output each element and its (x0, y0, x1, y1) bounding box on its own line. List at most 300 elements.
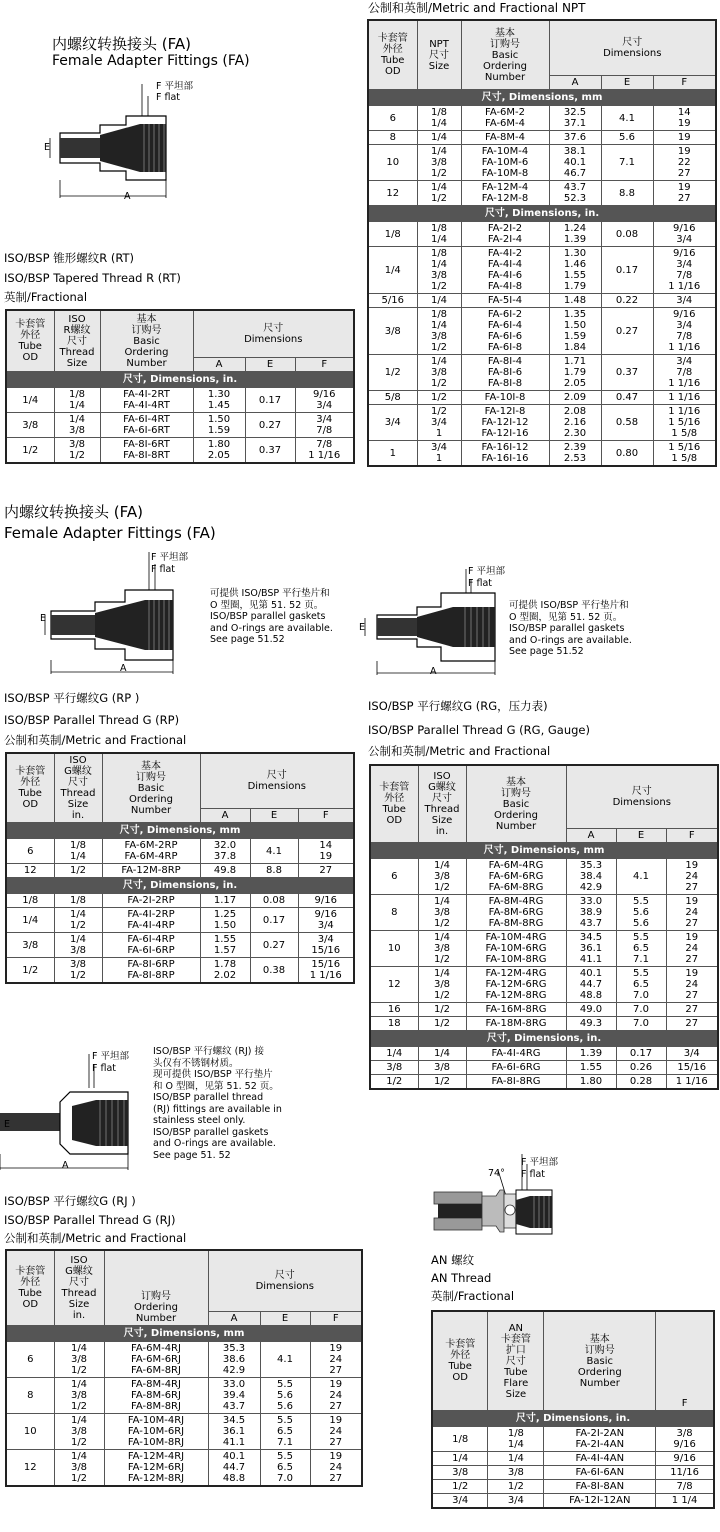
npt-head-order (461, 20, 549, 90)
cell-dim-a (208, 1378, 260, 1414)
cell-dim-a-line: 40.1 (222, 1451, 246, 1462)
cell-ordering-number-line: FA-6M-8RG (488, 882, 544, 893)
cell-ordering-number-line: FA-6I-8 (487, 342, 523, 353)
cell-dim-e-line: 5.5 (633, 896, 649, 907)
cell-ordering-number-line: FA-6M-6RG (488, 871, 544, 882)
cell-dim-f-line: 1 1/16 (668, 406, 701, 417)
cell-dim-a-line: 49.3 (579, 1018, 603, 1029)
npt-head-a: A (549, 76, 601, 90)
cell-dim-f-line: 24 (685, 871, 699, 882)
cell-tube-od: 3/8 (368, 308, 417, 355)
cell-ordering-number-line: FA-10M-6RG (485, 943, 547, 954)
cell-tube-od: 1/4 (370, 1047, 418, 1061)
cell-thread-size (417, 391, 461, 405)
text-line: ISO/BSP parallel gaskets (153, 1126, 269, 1138)
cell-dim-f-line: 19 (329, 1379, 343, 1390)
text-line: 尺寸 (263, 323, 284, 334)
cell-ordering-number (102, 894, 200, 908)
text-line: R螺纹 (63, 324, 91, 336)
cell-dim-f-line: 3/4 (676, 356, 693, 367)
cell-dim-f (653, 294, 716, 308)
cell-ordering-number-line: FA-6M-6RJ (131, 1354, 181, 1365)
cell-dim-e: 0.17 (601, 247, 653, 294)
fa2-flat-cn: F 平坦部 (151, 552, 188, 563)
rp-head-f: F (298, 809, 354, 823)
rj-head-od (6, 1250, 54, 1326)
cell-dim-f-line: 3/8 (676, 1428, 693, 1439)
rg-body-mm (370, 843, 718, 1031)
cell-thread-size (54, 1378, 104, 1414)
cell-dim-a-line: 1.50 (563, 320, 587, 331)
rt-line2: ISO/BSP Tapered Thread R (RT) (4, 271, 181, 285)
cell-dim-e: 7.1 (601, 145, 653, 181)
table-row (368, 106, 716, 131)
cell-dim-f (310, 1450, 362, 1487)
table-row (368, 405, 716, 441)
text-line: O 型圈，见第 51. 52 页。 (509, 611, 623, 623)
cell-dim-e (260, 1414, 310, 1450)
cell-dim-a-line: 37.8 (213, 851, 237, 862)
text-line: 外径 (382, 44, 403, 55)
text-line: 基本 (589, 1333, 610, 1345)
cell-thread-size-line: 3/8 (430, 270, 448, 281)
cell-ordering-number (461, 131, 549, 145)
text-line: 卡套管 (15, 766, 46, 777)
unit-row: 尺寸, Dimensions, in. (6, 372, 354, 388)
cell-dim-f-line: 27 (685, 918, 699, 929)
text-line: 可提供 ISO/BSP 平行垫片和 (509, 600, 629, 611)
table-row (6, 438, 354, 464)
cell-dim-f-line: 1 1/16 (308, 450, 341, 461)
cell-tube-od: 8 (368, 131, 417, 145)
cell-ordering-number (461, 145, 549, 181)
fa1-drawing (40, 80, 210, 205)
cell-dim-e-line: 7.0 (277, 1473, 293, 1484)
cell-ordering-number-line: FA-8M-6RG (488, 907, 544, 918)
cell-tube-od: 1/2 (432, 1480, 488, 1494)
cell-dim-e (616, 1061, 666, 1075)
table-row (6, 894, 354, 908)
cell-dim-e: 0.37 (601, 355, 653, 391)
cell-dim-f-line: 9/16 (314, 895, 337, 906)
cell-dim-a-line: 46.7 (563, 168, 587, 179)
text-line: Thread (424, 804, 460, 815)
cell-thread-size (418, 931, 466, 967)
rg-head-order (466, 765, 566, 843)
cell-thread-size-line: 1/4 (70, 1415, 88, 1426)
cell-dim-f (653, 181, 716, 206)
text-line: 基本 (506, 776, 526, 788)
cell-ordering-number-line: FA-8M-8RG (488, 918, 544, 929)
cell-ordering-number-line: FA-8I-8RG (491, 1076, 541, 1087)
cell-dim-f-line: 1 5/16 (668, 442, 701, 453)
cell-thread-size (417, 355, 461, 391)
cell-dim-f (653, 355, 716, 391)
text-line: Ordering (129, 793, 173, 805)
text-line: 订购号 (131, 324, 162, 336)
text-line: 订购号 (584, 1344, 615, 1356)
cell-ordering-number-line: FA-10M-4RG (485, 932, 547, 943)
cell-dim-f (653, 106, 716, 131)
cell-ordering-number-line: FA-6M-4 (484, 118, 526, 129)
rg-table (369, 764, 719, 1090)
cell-dim-e (616, 1047, 666, 1061)
cell-thread-size-line: 1/2 (70, 1473, 88, 1484)
unit-row: 尺寸, Dimensions, mm (6, 1326, 362, 1342)
text-line: See page 51.52 (210, 634, 285, 645)
cell-ordering-number-line: FA-6I-4RP (127, 934, 175, 945)
cell-dim-f-line: 9/16 (314, 909, 337, 920)
cell-thread-size-line: 3/8 (507, 1467, 524, 1478)
text-line: ISO (70, 1255, 88, 1266)
cell-thread-size-line: 3/8 (430, 157, 448, 168)
cell-dim-f-line: 27 (677, 168, 691, 179)
cell-dim-a-line: 2.39 (563, 442, 587, 453)
text-line: (RJ) fittings are available in (153, 1103, 282, 1115)
cell-thread-size-line: 1/4 (68, 400, 86, 411)
cell-tube-od: 12 (6, 1450, 54, 1487)
cell-dim-f-line: 3/4 (316, 400, 333, 411)
cell-dim-e (260, 1342, 310, 1378)
cell-ordering-number-line: FA-8I-8AN (575, 1481, 625, 1492)
text-line: 现可提供 ISO/BSP 平行垫片 (153, 1069, 273, 1080)
cell-ordering-number (466, 967, 566, 1003)
cell-tube-od: 1/2 (6, 438, 54, 464)
table-row (432, 1466, 714, 1480)
cell-thread-size-line: 1/8 (69, 840, 87, 851)
table-row (6, 1414, 362, 1450)
cell-dim-a (566, 895, 616, 931)
text-line: Size (505, 1388, 527, 1400)
cell-dim-a-line: 1.35 (563, 309, 587, 320)
cell-ordering-number (544, 1480, 656, 1494)
cell-dim-f-line: 24 (685, 907, 699, 918)
cell-dim-a-line: 37.1 (563, 118, 587, 129)
cell-dim-f-line: 3/4 (317, 920, 334, 931)
cell-dim-a-line: 1.45 (207, 400, 231, 411)
an-head-f: F (656, 1311, 714, 1411)
cell-ordering-number-line: FA-8M-4RJ (131, 1379, 181, 1390)
cell-ordering-number (104, 1378, 208, 1414)
text-line: Ordering (134, 1302, 178, 1313)
cell-thread-size-line: 1/2 (70, 1365, 88, 1376)
cell-dim-a (566, 967, 616, 1003)
rj-label-e: E (4, 1119, 11, 1130)
text-line: 基本 (136, 313, 157, 325)
cell-dim-f (295, 388, 354, 413)
npt-head-e: E (601, 76, 653, 90)
cell-thread-size-line: 1/4 (433, 896, 451, 907)
cell-ordering-number (102, 908, 200, 933)
text-line: Number (126, 357, 167, 369)
cell-thread-size-line: 1/8 (69, 895, 87, 906)
rg-head-od (370, 765, 418, 843)
cell-ordering-number (461, 308, 549, 355)
cell-ordering-number-line: FA-6I-2 (487, 309, 523, 320)
cell-dim-a-line: 49.8 (213, 865, 237, 876)
cell-dim-a-line: 37.6 (563, 132, 587, 143)
text-line: Thread (61, 1288, 97, 1299)
cell-dim-f-line: 27 (685, 990, 699, 1001)
cell-thread-size (418, 1075, 466, 1090)
rg-line3: 公制和英制/Metric and Fractional (368, 744, 551, 758)
text-line: NPT (429, 38, 449, 50)
cell-dim-f (295, 413, 354, 438)
cell-dim-f (656, 1452, 714, 1466)
table-row (6, 413, 354, 438)
cell-dim-f (653, 405, 716, 441)
cell-dim-f-line: 3/4 (683, 1048, 700, 1059)
cell-dim-f (653, 131, 716, 145)
cell-tube-od: 6 (6, 839, 54, 864)
cell-ordering-number (461, 355, 549, 391)
cell-dim-e-line: 5.6 (633, 907, 649, 918)
cell-dim-f-line: 24 (329, 1354, 343, 1365)
fa2-label-a: A (120, 663, 127, 674)
cell-thread-size-line: 1/4 (430, 132, 448, 143)
cell-thread-size (417, 181, 461, 206)
cell-dim-f (653, 222, 716, 247)
cell-dim-e-line: 0.17 (629, 1048, 653, 1059)
cell-ordering-number (544, 1452, 656, 1466)
text-line: Size (68, 1299, 90, 1310)
cell-dim-a-line: 1.78 (213, 959, 237, 970)
text-line: Size (431, 815, 453, 826)
cell-dim-a-line: 1.79 (563, 367, 587, 378)
cell-ordering-number (102, 839, 200, 864)
cell-ordering-number-line: FA-8M-6RJ (131, 1390, 181, 1401)
cell-dim-e-line: 6.5 (633, 979, 649, 990)
table-row (6, 1342, 362, 1378)
cell-tube-od: 1/2 (370, 1075, 418, 1090)
cell-thread-size-line: 1/4 (430, 259, 448, 270)
cell-thread-size (417, 106, 461, 131)
table-row (368, 441, 716, 467)
text-line: 卡套管 (15, 1266, 46, 1277)
cell-dim-f (310, 1378, 362, 1414)
cell-dim-a-line: 33.0 (222, 1379, 246, 1390)
cell-thread-size-line: 1/4 (69, 909, 87, 920)
text-line: 头仅有不锈钢材质。 (153, 1057, 239, 1069)
cell-tube-od: 1/4 (368, 247, 417, 294)
cell-ordering-number-line: FA-6M-2 (484, 107, 526, 118)
cell-ordering-number-line: FA-6I-6AN (575, 1467, 625, 1478)
cell-dim-a-line: 1.79 (563, 281, 587, 292)
cell-thread-size (417, 308, 461, 355)
cell-tube-od: 12 (370, 967, 418, 1003)
cell-dim-a (200, 933, 250, 958)
npt-caption: 公制和英制/Metric and Fractional NPT (368, 1, 586, 15)
npt-body-mm (368, 90, 716, 206)
fa2-title-en: Female Adapter Fittings (FA) (4, 524, 216, 542)
cell-dim-a (549, 405, 601, 441)
an-body (432, 1411, 714, 1509)
rp-head-e: E (250, 809, 298, 823)
cell-dim-f-line: 19 (685, 896, 699, 907)
cell-thread-size-line: 1/2 (430, 193, 448, 204)
cell-ordering-number-line: FA-2I-2 (487, 223, 523, 234)
cell-dim-a-line: 38.4 (579, 871, 603, 882)
cell-dim-f-line: 24 (685, 979, 699, 990)
cell-ordering-number-line: FA-10M-8RG (485, 954, 547, 965)
rg-head-thread (418, 765, 466, 843)
rj-body (6, 1326, 362, 1487)
cell-thread-size (54, 894, 102, 908)
cell-ordering-number (102, 933, 200, 958)
text-line: 基本 (495, 27, 515, 39)
cell-ordering-number-line: FA-8I-4 (487, 356, 523, 367)
text-line: 卡套管 (445, 1339, 476, 1350)
rg-line1: ISO/BSP 平行螺纹G (RG，压力表) (368, 699, 548, 713)
cell-dim-a-line: 1.30 (207, 389, 231, 400)
cell-dim-f-line: 19 (677, 132, 691, 143)
cell-tube-od: 3/8 (6, 933, 54, 958)
cell-dim-a-line: 1.55 (213, 934, 237, 945)
cell-dim-f (653, 145, 716, 181)
cell-thread-size (417, 247, 461, 294)
cell-ordering-number-line: FA-16M-8RG (485, 1004, 547, 1015)
text-line: Ordering (124, 346, 169, 358)
cell-thread-size-line: 3/8 (69, 945, 87, 956)
cell-dim-e: 4.1 (601, 106, 653, 131)
cell-dim-a-line: 2.02 (213, 970, 237, 981)
cell-dim-f-line: 7/8 (316, 425, 333, 436)
text-line: 尺寸 (67, 335, 87, 347)
cell-tube-od: 3/8 (6, 413, 54, 438)
text-line: 外径 (20, 777, 41, 788)
cell-ordering-number-line: FA-12I-12 (481, 417, 529, 428)
text-line: Ordering (577, 1366, 622, 1378)
cell-dim-e-line: 7.0 (633, 1018, 649, 1029)
text-line: OD (22, 1299, 39, 1310)
text-line: 扩口 (505, 1344, 526, 1356)
cell-dim-f-line: 27 (319, 865, 333, 876)
an-line1: AN 螺纹 (431, 1253, 475, 1267)
cell-dim-f (666, 1061, 718, 1075)
cell-dim-a-line: 39.4 (222, 1390, 246, 1401)
cell-thread-size-line: 1/8 (430, 107, 448, 118)
cell-ordering-number (466, 895, 566, 931)
cell-dim-a-line: 1.59 (563, 331, 587, 342)
cell-dim-a-line: 35.3 (222, 1343, 246, 1354)
cell-ordering-number-line: FA-12I-16 (481, 428, 529, 439)
rt-head-e: E (245, 358, 295, 372)
cell-dim-a-line: 42.9 (222, 1365, 246, 1376)
cell-dim-f-line: 15/16 (311, 959, 341, 970)
text-line: Thread (60, 788, 96, 799)
cell-dim-a-line: 1.59 (207, 425, 231, 436)
cell-dim-f (653, 441, 716, 467)
cell-ordering-number-line: FA-6M-4RJ (131, 1343, 181, 1354)
cell-dim-e-line: 7.0 (633, 1004, 649, 1015)
cell-dim-f-line: 7/8 (676, 331, 693, 342)
cell-dim-f-line: 1 1/16 (309, 970, 342, 981)
text-line: See page 51.52 (509, 646, 584, 657)
cell-dim-a (193, 413, 245, 438)
text-line: Number (130, 804, 172, 816)
text-line: G螺纹 (428, 782, 456, 793)
text-line: and O-rings are available. (210, 622, 333, 634)
cell-dim-a (208, 1342, 260, 1378)
an-line3: 英制/Fractional (431, 1289, 515, 1303)
cell-tube-od: 16 (370, 1003, 418, 1017)
cell-dim-e-line: 5.6 (277, 1390, 293, 1401)
cell-dim-a-line: 1.57 (213, 945, 237, 956)
cell-dim-f (666, 895, 718, 931)
cell-thread-size-line: 3/8 (430, 367, 448, 378)
cell-dim-f-line: 1 5/16 (668, 417, 701, 428)
text-line: ISO/BSP parallel thread (153, 1092, 264, 1103)
cell-dim-a-line: 38.9 (579, 907, 603, 918)
unit-row: 尺寸, Dimensions, in. (432, 1411, 714, 1427)
cell-thread-size-line: 1/4 (70, 1379, 88, 1390)
table-row (370, 1003, 718, 1017)
cell-dim-f-line: 19 (319, 851, 333, 862)
text-line: 卡套管 (379, 782, 410, 793)
cell-thread-size-line: 3/4 (507, 1495, 524, 1506)
cell-ordering-number-line: FA-6I-6 (487, 331, 523, 342)
cell-thread-size-line: 1/4 (69, 851, 87, 862)
table-row (370, 1075, 718, 1090)
cell-dim-a-line: 2.53 (563, 453, 587, 464)
cell-ordering-number (466, 1003, 566, 1017)
cell-thread-size-line: 1/4 (70, 1343, 88, 1354)
cell-dim-e-line: 0.26 (629, 1062, 653, 1073)
cell-dim-e: 8.8 (250, 864, 298, 878)
cell-dim-a-line: 41.1 (222, 1437, 246, 1448)
cell-dim-a-line: 33.0 (579, 896, 603, 907)
text-line: 和 O 型圈，见第 51. 52 页。 (153, 1080, 279, 1092)
cell-ordering-number (466, 1047, 566, 1061)
cell-ordering-number (461, 441, 549, 467)
text-line: Ordering (494, 809, 538, 821)
rp-line1: ISO/BSP 平行螺纹G (RP ) (4, 691, 140, 705)
cell-dim-e-line: 5.6 (277, 1401, 293, 1412)
cell-dim-a-line: 1.39 (579, 1048, 603, 1059)
cell-thread-size-line: 3/8 (433, 1062, 451, 1073)
cell-dim-f (298, 958, 354, 984)
cell-thread-size-line: 1/4 (430, 356, 448, 367)
cell-dim-a-line: 1.46 (563, 259, 587, 270)
cell-dim-f-line: 14 (677, 107, 691, 118)
cell-ordering-number-line: FA-4I-4 (487, 259, 523, 270)
cell-thread-size-line: 1/2 (430, 392, 448, 403)
cell-dim-f (298, 908, 354, 933)
cell-dim-a (566, 859, 616, 895)
table-row (370, 1061, 718, 1075)
unit-row: 尺寸, Dimensions, in. (368, 206, 716, 222)
cell-thread-size (488, 1494, 544, 1509)
cell-ordering-number (104, 1342, 208, 1378)
cell-dim-a (549, 145, 601, 181)
rj-head-dims (208, 1250, 362, 1312)
cell-thread-size-line: 3/8 (433, 907, 451, 918)
an-flat-cn: F 平坦部 (521, 1157, 558, 1168)
cell-ordering-number-line: FA-8I-6 (487, 367, 523, 378)
table-row (368, 308, 716, 355)
cell-dim-e-line: 7.0 (633, 990, 649, 1001)
text-line: Tube (18, 341, 42, 352)
an-line2: AN Thread (431, 1271, 492, 1285)
rt-head-a: A (193, 358, 245, 372)
cell-ordering-number (466, 1017, 566, 1031)
cell-dim-e: 0.80 (601, 441, 653, 467)
cell-thread-size-line: 1/4 (70, 1451, 88, 1462)
table-row (6, 864, 354, 878)
cell-dim-f (298, 864, 354, 878)
cell-ordering-number (461, 181, 549, 206)
cell-ordering-number-line: FA-16I-16 (481, 453, 529, 464)
